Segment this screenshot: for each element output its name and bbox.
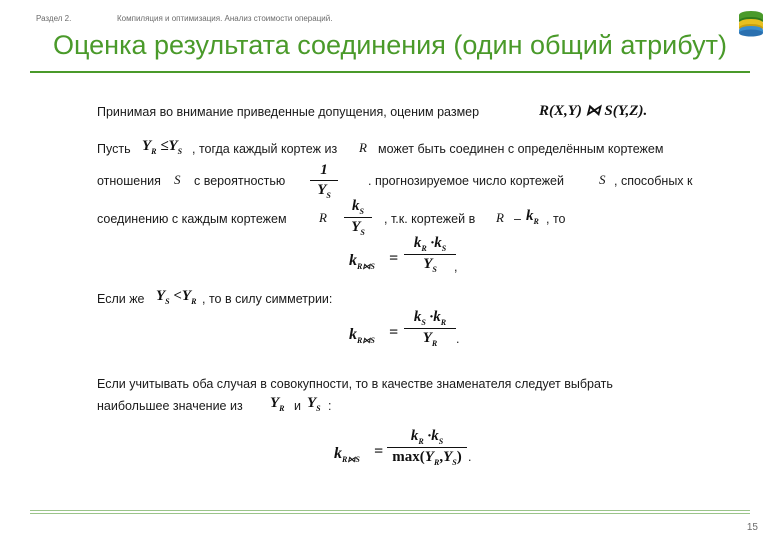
math-condition: $Y_S <Y_R$	[156, 288, 197, 306]
paragraph-line: может быть соединен с определённым кортежем	[378, 142, 664, 156]
punctuation: ,	[454, 260, 458, 274]
formula-lhs: $k_{R⋈S}$	[349, 252, 375, 272]
page-title: Оценка результата соединения (один общий атрибут)	[53, 30, 727, 60]
paragraph-line: , тогда каждый кортеж из	[192, 142, 338, 156]
math-fraction: $k_S$ $Y_S$	[344, 198, 372, 237]
paragraph-line: , то	[546, 212, 566, 226]
slide-content	[84, 92, 706, 487]
formula-lhs: $k_{R⋈S}$	[334, 445, 360, 465]
footer-rule	[30, 510, 750, 511]
title-underline	[30, 71, 750, 73]
math-symbol: S	[599, 172, 606, 187]
paragraph-line: Если же	[97, 292, 145, 306]
paragraph-line: соединению с каждым кортежем	[97, 212, 287, 226]
section-label: Раздел 2.	[36, 14, 72, 23]
math-symbol: $Y_R$	[270, 395, 285, 413]
footer-rule	[30, 513, 750, 514]
math-symbol: S	[174, 172, 181, 187]
math-fraction: $k_R \cdot k_S$ $\max(Y_R,Y_S)$	[387, 428, 467, 467]
math-condition: $Y_R \le Y_S$	[142, 138, 183, 156]
formula-equals: =	[389, 250, 399, 267]
paragraph-line: Пусть	[97, 142, 131, 156]
paragraph-line: , то в силу симметрии:	[202, 292, 333, 306]
math-symbol: R	[319, 210, 327, 225]
paragraph-line: Принимая во внимание приведенные допущения, оценим размер	[97, 105, 480, 119]
formula-equals: =	[389, 324, 399, 341]
paragraph-line: и	[294, 399, 301, 413]
math-fraction: $k_S \cdot k_R$ $Y_R$	[404, 309, 456, 348]
math-join-expression: R(X,Y) ⋈ S(Y,Z).	[539, 103, 648, 119]
paragraph-line: Если учитывать оба случая в совокупности, то в качестве знаменателя следует выбрать	[97, 377, 613, 391]
math-symbol: R	[496, 210, 504, 225]
topic-label: Компиляция и оптимизация. Анализ стоимости операций.	[117, 14, 333, 23]
math-fraction: $k_R \cdot k_S$ $Y_S$	[404, 235, 456, 274]
paragraph-line: . прогнозируемое число кортежей	[368, 174, 564, 188]
paragraph-line: , способных к	[614, 174, 693, 188]
math-symbol: $k_R$	[526, 208, 539, 226]
punctuation: .	[456, 332, 460, 346]
paragraph-line: , т.к. кортежей в	[384, 212, 476, 226]
paragraph-line: с вероятностью	[194, 174, 286, 188]
paragraph-line: –	[514, 212, 521, 226]
punctuation: .	[468, 450, 472, 464]
punctuation: :	[328, 399, 332, 413]
paragraph-line: отношения	[97, 174, 161, 188]
math-fraction: 1 $Y_S$	[310, 162, 338, 200]
math-symbol: $Y_S$	[307, 395, 321, 413]
paragraph-line: наибольшее значение из	[97, 399, 243, 413]
formula-equals: =	[374, 443, 384, 460]
formula-lhs: $k_{R⋈S}$	[349, 326, 375, 346]
math-symbol: R	[359, 140, 367, 155]
page-number: 15	[746, 522, 758, 533]
